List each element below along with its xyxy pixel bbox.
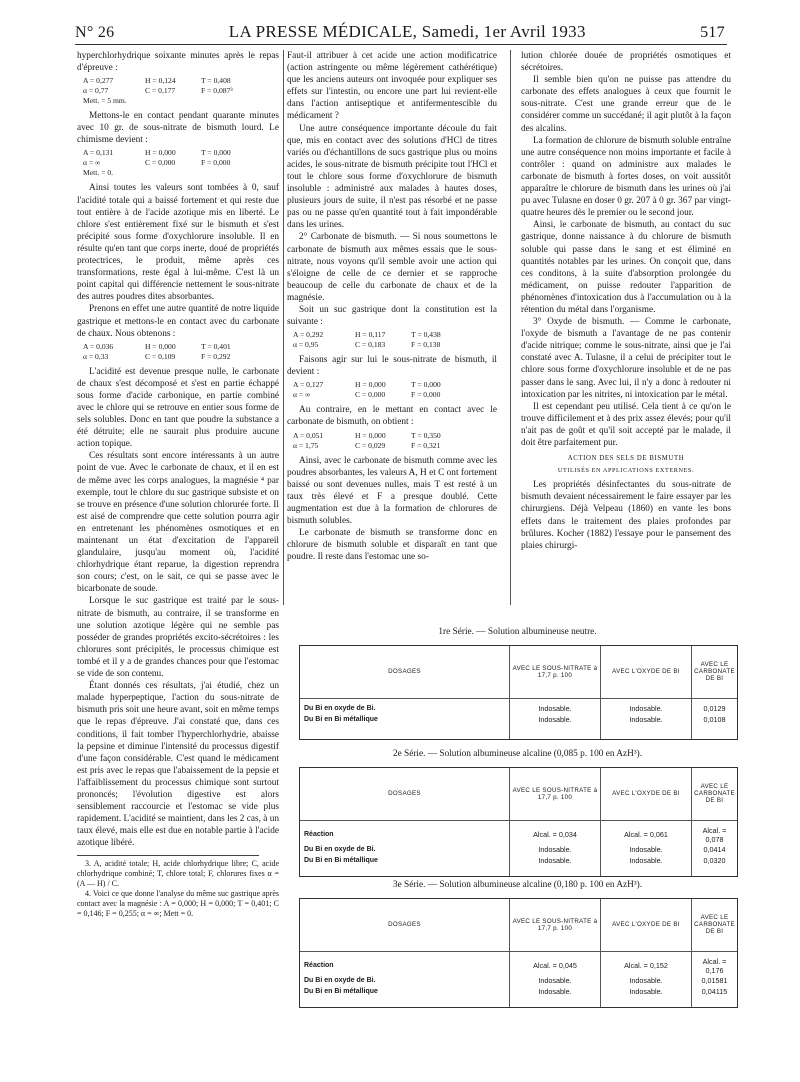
table-row: Du Bi en oxyde de Bi. Indosable. Indosable. 0,01581 [300, 976, 737, 987]
column-header: AVEC LE CARBONATE DE BI [692, 646, 738, 698]
paragraph: Le carbonate de bismuth se transforme donc en chlorure de bismuth soluble et disparaît en tant que poudre. Il reste dans l'estomac une so- [287, 528, 497, 563]
column-3 [521, 50, 731, 552]
chemistry-values: A = 0,051 H = 0,000 T = 0,350 α = 1,75 C = 0,029 F = 0,321 [293, 430, 441, 450]
column-2 [287, 50, 497, 563]
column-1 [77, 50, 279, 919]
paragraph: Il est cependant peu utilisé. Cela tient à ce qu'on le trouve difficilement et à des prix assez élevés; pour qu'il n'ait pas de goût et qu'il soit accepté par le malade, il doit être parfaitement pur. [521, 401, 731, 448]
table-row: Du Bi en Bi métallique Indosable. Indosable. 0,04115 [300, 987, 737, 998]
paragraph: Faut-il attribuer à cet acide une action modificatrice (action astringente ou même légèrement cathérétique) que les anciens auteurs ont invoquée pour expliquer ses effets sur l'intestin, ou encore une part lui revient-elle dans l'action antiseptique et antifermentescible du médicament ? [287, 51, 497, 122]
section-subtitle: UTILISÉS EN APPLICATIONS EXTERNES. [557, 467, 695, 475]
results-table-3 [299, 898, 738, 1008]
chemistry-values: A = 0,131 H = 0,000 T = 0,000 α = ∞ C = 0,000 F = 0,000 Mett. = 0. [83, 148, 231, 178]
table-row: Du Bi en oxyde de Bi. Indosable. Indosable. 0,0129 [300, 704, 737, 715]
issue-number: N° 26 [75, 24, 115, 41]
paragraph: L'acidité est devenue presque nulle, le carbonate de chaux s'est décomposé et s'est en partie échappé sous forme d'acide carbonique, en partie combiné avec le chlore qui se retrouve en entier sous forme de sels solubles. Donc en tant que poudre la substance a été détruite; elle ne saurait plus produire aucune action topique. [77, 366, 279, 450]
column-header: AVEC LE CARBONATE DE BI [692, 768, 738, 820]
results-table-1 [299, 645, 738, 740]
chemistry-values: A = 0,127 H = 0,000 T = 0,000 α = ∞ C = 0,000 F = 0,000 [293, 380, 441, 400]
column-divider [510, 50, 511, 605]
paragraph: 3° Oxyde de bismuth. — Comme le carbonate, l'oxyde de bismuth a l'avantage de ne pas contenir d'acide nitrique; comme le sous-nitrate, ainsi que je l'ai constaté avec A. Tulasne, il a celui de précipiter tout le chlore sous forme d'oxychlorure insoluble et de ne pas passer dans le sang. Avec lui, il n'y a donc à redouter ni intoxication par les nitrites, ni intoxication par le métal. [521, 317, 731, 400]
column-header: DOSAGES [300, 768, 510, 820]
paragraph: Prenons en effet une autre quantité de notre liquide gastrique et mettons-le en contact avec du carbonate de chaux. Nous obtenons : [77, 304, 279, 339]
table-caption: 3e Série. — Solution albumineuse alcaline (0,180 p. 100 en AzH³). [392, 880, 643, 890]
footnote-3: 3. A, acidité totale; H, acide chlorhydrique libre; C, acide chlorhydrique combiné; T, chlore total; F, chlorures fixes α = (A — H) / C. [77, 859, 279, 889]
column-header: AVEC L'OXYDE DE BI [601, 768, 692, 820]
column-header: AVEC LE SOUS-NITRATE à 17,7 p. 100 [510, 899, 601, 951]
paragraph: Soit un suc gastrique dont la constitution est la suivante : [287, 304, 497, 328]
header-rule [75, 44, 727, 45]
table-row: Réaction Alcal. = 0,045 Alcal. = 0,152 Alcal. = 0,176 [300, 957, 737, 976]
paragraph: Les propriétés désinfectantes du sous-nitrate de bismuth devaient nécessairement le faire essayer par les chirurgiens. Déjà Velpeau (1860) en vante les bons effets dans le traitement des plaies profondes par brûlures. Kocher (1882) l'essaye pour le pansement des plaies chirurgi- [521, 480, 731, 551]
paragraph: Ces résultats sont encore intéressants à un autre point de vue. Avec le carbonate de chaux, et il en est de même avec les corps analogues, la magnésie ⁴ par exemple, tout le chlore du suc gastrique subsiste et on se trouve en présence d'une solution chlorurée forte. Il est aisé de comprendre que cette solution pourra agir en entretenant les phénomènes osmotiques et en maintenant un état d'excitation de l'appareil glandulaire, jusqu'au moment où, l'acidité chlorhydrique étant reparue, la digestion reprendra son cours; c'est, on le sait, ce qui se passe avec le bicarbonate de soude. [77, 451, 279, 595]
column-header: DOSAGES [300, 646, 510, 698]
table-row: Du Bi en oxyde de Bi. Indosable. Indosable. 0,0414 [300, 845, 737, 856]
column-header: AVEC L'OXYDE DE BI [601, 899, 692, 951]
paragraph: Ainsi, avec le carbonate de bismuth comme avec les poudres absorbantes, les valeurs A, H et C ont fortement baissé ou sont devenues nulles, mais T est resté à un taux très élevé et F a presque doublé. Cette augmentation est due à la formation de chlorures de bismuth solubles. [287, 455, 497, 526]
paragraph: Une autre conséquence importante découle du fait que, mis en contact avec des solutions d'HCl de titres variés ou d'échantillons de sucs gastrique plus ou moins acides, le sous-nitrate de bismuth précipite tout l'HCl et tout le chlore sous forme d'oxychlorure de bismuth insoluble : administré aux malades à hautes doses, plusieurs jours de suite, il n'est pas résorbé et ne passe pas ou ne passe qu'en quantité tout à fait impondérable dans les urines. [287, 123, 497, 231]
column-header: AVEC LE SOUS-NITRATE à 17,7 p. 100 [510, 646, 601, 698]
paragraph: 2° Carbonate de bismuth. — Si nous soumettons le carbonate de bismuth aux mêmes essais que le sous-nitrate, nous voyons qu'il semble avoir une action qui s'éloigne de celle de ce dernier et se rapproche beaucoup de celle du carbonate de chaux et de la magnésie. [287, 232, 497, 303]
table-row: Réaction Alcal. = 0,034 Alcal. = 0,061 Alcal. = 0,078 [300, 826, 737, 845]
paragraph: Lorsque le suc gastrique est traité par le sous-nitrate de bismuth, au contraire, il se transforme en une solution azotique légère qui ne semble pas posséder de grandes propriétés excito-sécrétoires : les chlorures sont précipités, le processus chimique est tombé et il y a de grandes chances pour que l'estomac se vide de son contenu. [77, 596, 279, 680]
paragraph: lution chlorée douée de propriétés osmotiques et sécrétoires. [521, 51, 731, 74]
column-header: AVEC LE SOUS-NITRATE à 17,7 p. 100 [510, 768, 601, 820]
paragraph: Étant donnés ces résultats, j'ai étudié, chez un malade hyperpeptique, l'action du sous-nitrate de bismuth pris soit une heure avant, soit en même temps que le repas d'épreuve. J'ai constaté que, dans ces conditions, il fait tomber l'hyperchlorhydrie, abaisse la pepsine et diminue l'intensité du processus digestif d'une façon considérable. C'est quand le médicament est pris avec le repas que l'abaissement de la pepsie et l'affaiblissement du processus chimique sont surtout prononcés; l'évolution digestive est alors sensiblement raccourcie et l'estomac se vide plus rapidement. L'acidité se maintient, dans les 2 cas, à un taux élevé, mais elle est due en notable partie à l'acide azotique libéré. [77, 681, 280, 849]
page-number: 517 [700, 24, 725, 41]
table-caption: 1re Série. — Solution albumineuse neutre. [438, 627, 597, 637]
paragraph: Faisons agir sur lui le sous-nitrate de bismuth, il devient : [287, 355, 497, 378]
journal-title: LA PRESSE MÉDICALE, Samedi, 1er Avril 1933 [228, 22, 586, 41]
paragraph: Au contraire, en le mettant en contact avec le carbonate de bismuth, on obtient : [287, 405, 497, 428]
column-header: AVEC L'OXYDE DE BI [601, 646, 692, 698]
paragraph: Mettons-le en contact pendant quarante minutes avec 10 gr. de sous-nitrate de bismuth lourd. Le chimisme devient : [77, 111, 279, 146]
paragraph: Il semble bien qu'on ne puisse pas attendre du carbonate des effets analogues à ceux que fournit le sous-nitrate. C'est une grande erreur que de le considérer comme un succédané; il agit plutôt à la façon des alcalins. [521, 75, 731, 134]
page-header [75, 22, 725, 42]
paragraph: La formation de chlorure de bismuth soluble entraîne une autre conséquence non moins importante et facile à contrôler : quand on administre aux malades le carbonate de bismuth à fortes doses, on voit aussitôt apparaître le chlorure de bismuth dans les urines où j'ai pu avec Tulasne en doser 0 gr. 207 à 0 gr. 367 par vingt-quatre heures dès le premier ou le second jour. [521, 135, 732, 219]
chemistry-values: A = 0,036 H = 0,000 T = 0,401 α = 0,33 C = 0,109 F = 0,292 [83, 341, 231, 361]
paragraph: hyperchlorhydrique soixante minutes après le repas d'épreuve : [77, 51, 279, 74]
footnote-rule [77, 855, 259, 856]
table-row: Du Bi en Bi métallique Indosable. Indosable. 0,0108 [300, 715, 737, 726]
section-title: ACTION DES SELS DE BISMUTH [567, 455, 685, 463]
results-table-2 [299, 767, 738, 877]
chemistry-values: A = 0,292 H = 0,117 T = 0,438 α = 0,95 C = 0,183 F = 0,138 [293, 330, 441, 350]
column-header: AVEC LE CARBONATE DE BI [692, 899, 738, 951]
chemistry-values: A = 0,277 H = 0,124 T = 0,408 α = 0,77 C = 0,177 F = 0,087³ Mett. = 5 mm. [83, 76, 233, 106]
column-header: DOSAGES [300, 899, 510, 951]
table-row: Du Bi en Bi métallique Indosable. Indosable. 0,0320 [300, 856, 737, 867]
paragraph: Ainsi, le carbonate de bismuth, au contact du suc gastrique, donne naissance à du chlorure de bismuth soluble qui passe dans le sang et est éliminé en quantités notables par les urines. On conçoit que, dans ces conditons, à la suite d'absorption prolongée du médicament, on puisse redouter l'apparition de phénomènes d'intoxication dus à l'accumulation ou à la rétention du métal dans l'organisme. [521, 220, 731, 315]
table-caption: 2e Série. — Solution albumineuse alcaline (0,085 p. 100 en AzH³). [392, 749, 643, 759]
footnote-4: 4. Voici ce que donne l'analyse du même suc gastrique après contact avec la magnésie : A = 0,000; H = 0,000; T = 0,401; C = 0,146; F = 0,255; α = ∞; Mett = 0. [77, 889, 279, 919]
column-divider [283, 50, 284, 605]
paragraph: Ainsi toutes les valeurs sont tombées à 0, sauf l'acidité totale qui a baissé fortement et qui reste due tout entière à de l'acide azotique mis en liberté. Le chlore s'est entièrement fixé sur le bismuth et s'est précipité sous forme d'oxychlorure insoluble. Il en résulte qu'en tant que corps inerte, doué de propriétés protectrices, le produit, même après ces transformations, reste égal à lui-même. C'est là un point capital qui différencie nettement le sous-nitrate des autres poudres dites absorbantes. [77, 183, 279, 303]
